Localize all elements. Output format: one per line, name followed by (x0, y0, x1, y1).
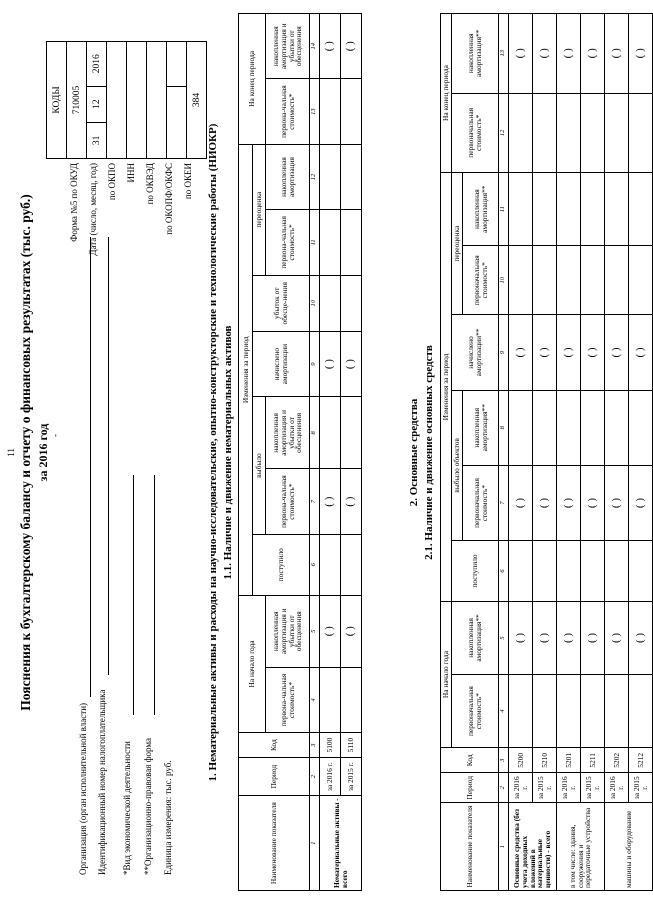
cell-value (629, 541, 653, 602)
col-number: 4 (499, 675, 509, 748)
cell-value (629, 173, 653, 246)
cell-value (581, 675, 605, 748)
cell-negative: ( ) (533, 14, 557, 94)
code-okei: 384 (187, 42, 207, 159)
cell-value (341, 79, 362, 144)
document-title: Пояснения к бухгалтерскому балансу и отчету о финансовых результатах (тыс. руб.) (18, 194, 33, 711)
hdr-retired: выбыло (253, 397, 266, 535)
col-number: 1 (499, 803, 509, 891)
col-number: 12 (499, 93, 509, 172)
cell-negative: ( ) (557, 601, 581, 674)
cell-negative: ( ) (533, 601, 557, 674)
inn-label: Идентификационный номер налогоплательщика (97, 689, 107, 875)
cell-value (605, 675, 629, 748)
cell-value (509, 173, 533, 246)
cell-negative: ( ) (533, 465, 557, 540)
col-number: 2 (499, 773, 509, 803)
column-numbers-row (310, 14, 320, 891)
code-date-month: 12 (87, 86, 107, 122)
cell-value (341, 275, 362, 331)
code-inn (127, 42, 147, 159)
cell-negative: ( ) (320, 331, 341, 396)
col-number: 14 (310, 14, 320, 79)
row-period: за 2016 г. (509, 773, 533, 803)
cell-negative: ( ) (605, 465, 629, 540)
hdr-end-initial: первона-чальная стоимость* (266, 79, 310, 144)
cell-value (557, 541, 581, 602)
org-label: Организация (орган исполнительной власти) (78, 702, 88, 875)
cell-value (557, 93, 581, 172)
hdr-retired-initial: первоначальная стоимость* (463, 465, 499, 540)
cell-negative: ( ) (605, 315, 629, 390)
col-number: 12 (310, 144, 320, 209)
cell-negative: ( ) (320, 595, 341, 667)
section1-title: 1. Нематериальные активы и расходы на научно-исследовательские, опытно-конструкторские и технологические работы (НИОКР) (207, 123, 219, 782)
cell-value (557, 173, 581, 246)
col-number: 2 (310, 758, 320, 796)
date-label: Дата (число, месяц, год) (88, 163, 98, 256)
cell-value (605, 246, 629, 315)
cell-value (320, 210, 341, 275)
col-number: 13 (499, 14, 509, 94)
cell-negative: ( ) (341, 469, 362, 534)
cell-negative: ( ) (557, 315, 581, 390)
unit-label: Единица измерения: тыс. руб. (163, 760, 173, 875)
section1-subtitle: 1.1. Наличие и движение нематериальных активов (222, 325, 234, 580)
col-number: 6 (499, 541, 509, 602)
cell-negative: ( ) (581, 601, 605, 674)
cell-value (509, 93, 533, 172)
cell-value (509, 390, 533, 465)
hdr-code: Код (239, 733, 310, 758)
okved-label: по ОКВЭД (145, 163, 155, 205)
row-period: за 2015 г. (533, 773, 557, 803)
col-number: 9 (310, 331, 320, 396)
col-number: 11 (499, 173, 509, 246)
cell-value (605, 390, 629, 465)
col-number: 10 (310, 275, 320, 331)
cell-value (341, 210, 362, 275)
col-number: 11 (310, 210, 320, 275)
cell-value (629, 675, 653, 748)
cell-value (533, 675, 557, 748)
cell-value (341, 397, 362, 469)
cell-value (341, 144, 362, 209)
hdr-retired-amort: накопленная амортизация и убытки от обесценения (266, 397, 310, 469)
col-number: 1 (310, 796, 320, 891)
cell-negative: ( ) (581, 14, 605, 94)
fixed-assets-table (440, 13, 653, 891)
col-number: 6 (310, 534, 320, 595)
hdr-revaluation: переоценка (253, 144, 266, 275)
row-period: за 2016 г. (557, 773, 581, 803)
row-code: 5211 (581, 748, 605, 773)
okei-label: по ОКЕИ (183, 163, 193, 200)
hdr-received: поступило (452, 541, 499, 602)
cell-negative: ( ) (509, 465, 533, 540)
col-number: 7 (499, 465, 509, 540)
cell-value (320, 144, 341, 209)
cell-negative: ( ) (629, 601, 653, 674)
cell-negative: ( ) (581, 315, 605, 390)
row-code: 5202 (605, 748, 629, 773)
row-code: 5100 (320, 733, 341, 758)
cell-value (581, 93, 605, 172)
cell-negative: ( ) (629, 14, 653, 94)
cell-value (629, 390, 653, 465)
cell-negative: ( ) (509, 601, 533, 674)
col-number: 3 (499, 748, 509, 773)
hdr-retired-amort: накопленная амортизация** (463, 390, 499, 465)
col-number: 8 (310, 397, 320, 469)
cell-value (557, 390, 581, 465)
cell-value (533, 246, 557, 315)
activity-label: *Вид экономической деятельности (122, 741, 132, 875)
cell-value (629, 93, 653, 172)
table-row (341, 14, 362, 891)
cell-negative: ( ) (320, 14, 341, 79)
cell-negative: ( ) (581, 465, 605, 540)
column-numbers-row (499, 14, 509, 891)
table-row (509, 14, 533, 891)
cell-value (605, 541, 629, 602)
row-period: за 2015 г. (629, 773, 653, 803)
page-number: 11 (6, 448, 16, 457)
hdr-start-initial: первона-чальная стоимость* (266, 667, 310, 732)
cell-value (605, 173, 629, 246)
cell-negative: ( ) (509, 14, 533, 94)
code-okpo (107, 42, 127, 159)
intangibles-table (238, 13, 362, 891)
hdr-code: Код (441, 748, 499, 773)
cell-value (581, 173, 605, 246)
cell-negative: ( ) (629, 465, 653, 540)
cell-value (533, 173, 557, 246)
hdr-period: Период (441, 773, 499, 803)
cell-value (320, 275, 341, 331)
cell-value (341, 667, 362, 732)
col-number: 3 (310, 733, 320, 758)
cell-value (581, 541, 605, 602)
legal-form-label: **Организационно-правовая форма (143, 738, 153, 875)
cell-negative: ( ) (533, 315, 557, 390)
hdr-end: На конец периода (239, 14, 266, 145)
row-name: в том числе: здания, сооружения и передаточные устройства (557, 803, 605, 891)
cell-negative: ( ) (509, 315, 533, 390)
cell-value (533, 390, 557, 465)
hdr-end: На конец периода (441, 14, 452, 173)
inn-right-label: ИНН (126, 163, 136, 183)
activity-line (133, 475, 134, 715)
cell-value (581, 246, 605, 315)
section2-subtitle: 2.1. Наличие и движение основных средств (423, 345, 435, 560)
col-number: 5 (499, 601, 509, 674)
cell-value (605, 93, 629, 172)
row-code: 5110 (341, 733, 362, 758)
okud-label: Форма №5 по ОКУД (69, 163, 79, 242)
table-row (581, 14, 605, 891)
col-number: 4 (310, 667, 320, 732)
hdr-changes: Изменения за период (239, 144, 253, 595)
hdr-start-initial: первоначальная стоимость* (452, 675, 499, 748)
dash-mark: - (50, 434, 60, 437)
row-name: машины и оборудование (605, 803, 653, 891)
row-code: 5210 (533, 748, 557, 773)
row-period: за 2016 г. (320, 758, 341, 796)
hdr-end-amort: накопленная амортизация** (452, 14, 499, 94)
hdr-reval-amort: накопленная амортизация** (463, 173, 499, 246)
row-period: за 2015 г. (581, 773, 605, 803)
table-row (557, 14, 581, 891)
row-period: за 2015 г. (341, 758, 362, 796)
hdr-changes: Изменения за период (441, 173, 452, 602)
table-row (629, 14, 653, 891)
code-date-year: 2016 (87, 42, 107, 87)
cell-value (320, 397, 341, 469)
hdr-retired-initial: первона-чальная стоимость* (266, 469, 310, 534)
cell-value (533, 541, 557, 602)
cell-value (320, 667, 341, 732)
code-okfs (167, 42, 187, 87)
col-number: 7 (310, 469, 320, 534)
hdr-start-amort: накопленная амортизация и убытки от обесценения (266, 595, 310, 667)
hdr-reval-initial: первоначальная стоимость* (463, 246, 499, 315)
hdr-reval-amort: накопленная амортизация (266, 144, 310, 209)
cell-value (509, 541, 533, 602)
cell-negative: ( ) (341, 595, 362, 667)
cell-negative: ( ) (320, 469, 341, 534)
code-okopf (167, 86, 187, 158)
hdr-period: Период (239, 758, 310, 796)
hdr-revaluation: переоценка (452, 173, 463, 315)
cell-value (509, 675, 533, 748)
hdr-indicator: Наименование показателя (441, 803, 499, 891)
hdr-retired: выбыло объектов (452, 390, 463, 541)
hdr-impairment: убыток от обесце-нения (253, 275, 310, 331)
cell-negative: ( ) (629, 315, 653, 390)
code-okved (147, 42, 167, 159)
hdr-end-initial: первоначальная стоимость* (452, 93, 499, 172)
cell-value (533, 93, 557, 172)
hdr-start: На начало года (239, 595, 266, 733)
section2-title: 2. Основные средства (408, 398, 420, 507)
table-row (605, 14, 629, 891)
row-name: Нематериальные активы - всего (320, 796, 362, 891)
cell-negative: ( ) (557, 14, 581, 94)
col-number: 8 (499, 390, 509, 465)
hdr-amort-charged: начислено амортизации (253, 331, 310, 396)
col-number: 5 (310, 595, 320, 667)
legal-form-line (154, 475, 155, 715)
row-code: 5200 (509, 748, 533, 773)
document-subtitle: за 2016 год (36, 423, 50, 482)
cell-negative: ( ) (605, 14, 629, 94)
row-code: 5201 (557, 748, 581, 773)
row-period: за 2016 г. (605, 773, 629, 803)
cell-value (320, 79, 341, 144)
cell-value (320, 534, 341, 595)
hdr-received: поступило (253, 534, 310, 595)
cell-negative: ( ) (341, 14, 362, 79)
hdr-amort-charged: начислено амортизации** (452, 315, 499, 390)
cell-value (557, 675, 581, 748)
hdr-end-amort: накопленная амортизация и убытки от обесценения (266, 14, 310, 79)
table-row (533, 14, 557, 891)
hdr-start: На начало года (441, 601, 452, 747)
codes-table (46, 41, 207, 159)
hdr-reval-initial: первона-чальная стоимость* (266, 210, 310, 275)
col-number: 9 (499, 315, 509, 390)
cell-value (581, 390, 605, 465)
cell-negative: ( ) (341, 331, 362, 396)
code-date-day: 31 (87, 122, 107, 158)
row-name: Основные средства (без учета доходных вложений в материальные ценности) - всего (509, 803, 557, 891)
cell-negative: ( ) (557, 465, 581, 540)
cell-value (509, 246, 533, 315)
col-number: 10 (499, 246, 509, 315)
okopf-label: по ОКОПФ/ОКФС (164, 163, 174, 235)
col-number: 13 (310, 79, 320, 144)
code-okud: 710005 (67, 42, 87, 159)
row-code: 5212 (629, 748, 653, 773)
okpo-label: по ОКПО (107, 163, 117, 201)
cell-value (557, 246, 581, 315)
hdr-start-amort: накопленная амортизация** (452, 601, 499, 674)
hdr-indicator: Наименование показателя (239, 796, 310, 891)
table-row (320, 14, 341, 891)
cell-negative: ( ) (605, 601, 629, 674)
codes-header: КОДЫ (47, 42, 67, 159)
cell-value (341, 534, 362, 595)
cell-value (629, 246, 653, 315)
